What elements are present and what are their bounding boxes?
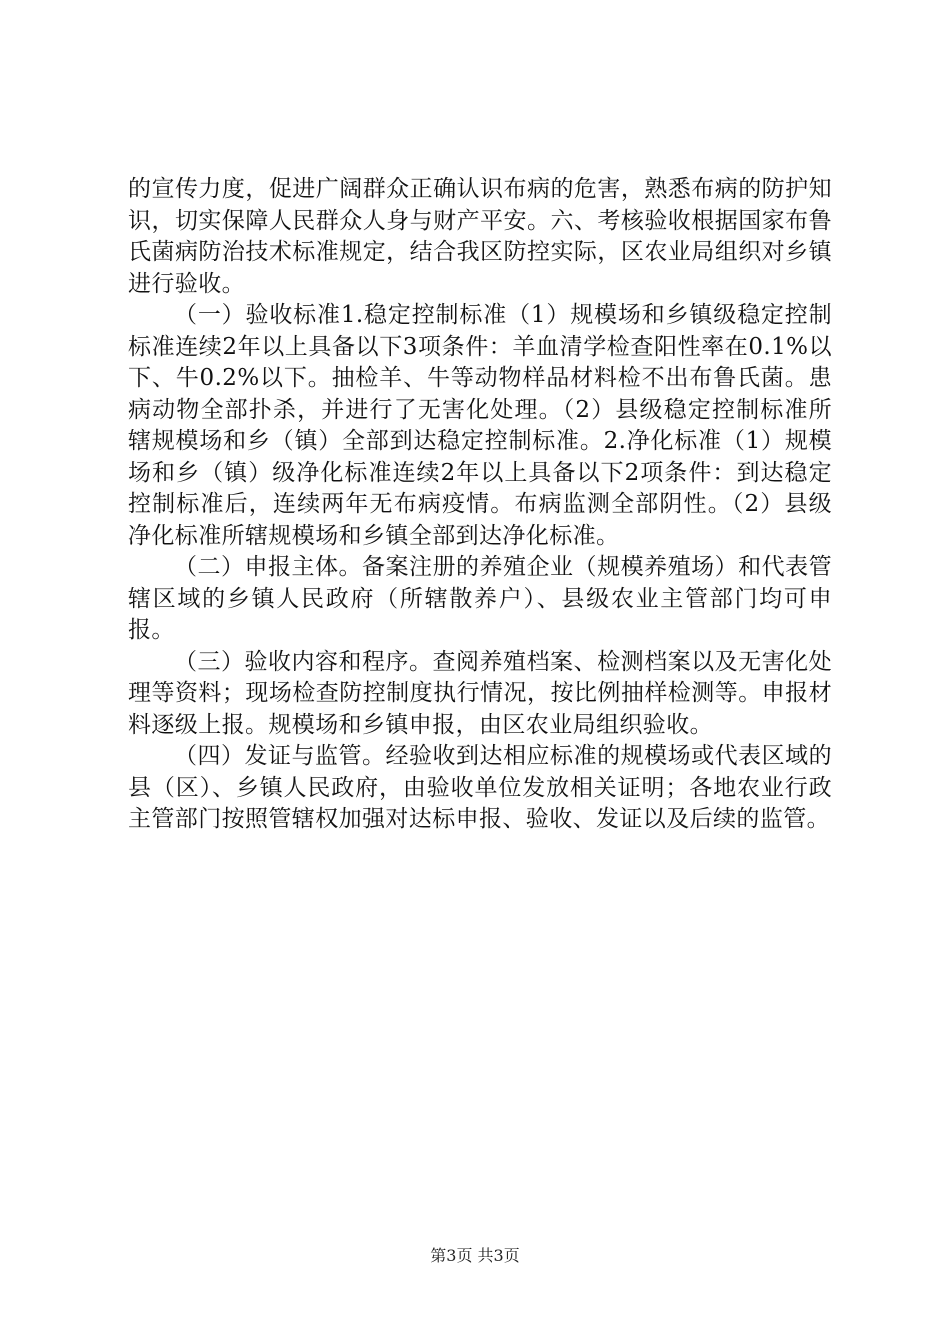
document-body [128, 174, 832, 836]
paragraph-acceptance-standard: （一）验收标准1.稳定控制标准（1）规模场和乡镇级稳定控制标准连续2年以上具备以下3项条件：羊血清学检查阳性率在0.1%以下、牛0.2%以下。抽检羊、牛等动物样品材料检不出布鲁氏菌。患病动物全部扑杀，并进行了无害化处理。（2）县级稳定控制标准所辖规模场和乡（镇）全部到达稳定控制标准。2.净化标准（1）规模场和乡（镇）级净化标准连续2年以上具备以下2项条件：到达稳定控制标准后，连续两年无布病疫情。布病监测全部阴性。（2）县级净化标准所辖规模场和乡镇全部到达净化标准。 [128, 302, 832, 549]
paragraph-certification-supervision: （四）发证与监管。经验收到达相应标准的规模场或代表区域的县（区）、乡镇人民政府，由验收单位发放相关证明；各地农业行政主管部门按照管辖权加强对达标申报、验收、发证以及后续的监管。 [128, 743, 832, 832]
paragraph-acceptance-procedure: （三）验收内容和程序。查阅养殖档案、检测档案以及无害化处理等资料；现场检查防控制度执行情况，按比例抽样检测等。申报材料逐级上报。规模场和乡镇申报，由区农业局组织验收。 [128, 648, 832, 738]
paragraph-continuation: 的宣传力度，促进广阔群众正确认识布病的危害，熟悉布病的防护知识，切实保障人民群众人身与财产平安。六、考核验收根据国家布鲁氏菌病防治技术标准规定，结合我区防控实际，区农业局组织对乡镇进行验收。 [128, 176, 832, 297]
page-footer: 第3页 共3页 [430, 1246, 520, 1265]
paragraph-application-subject: （二）申报主体。备案注册的养殖企业（规模养殖场）和代表管辖区域的乡镇人民政府（所辖散养户）、县级农业主管部门均可申报。 [128, 554, 832, 643]
